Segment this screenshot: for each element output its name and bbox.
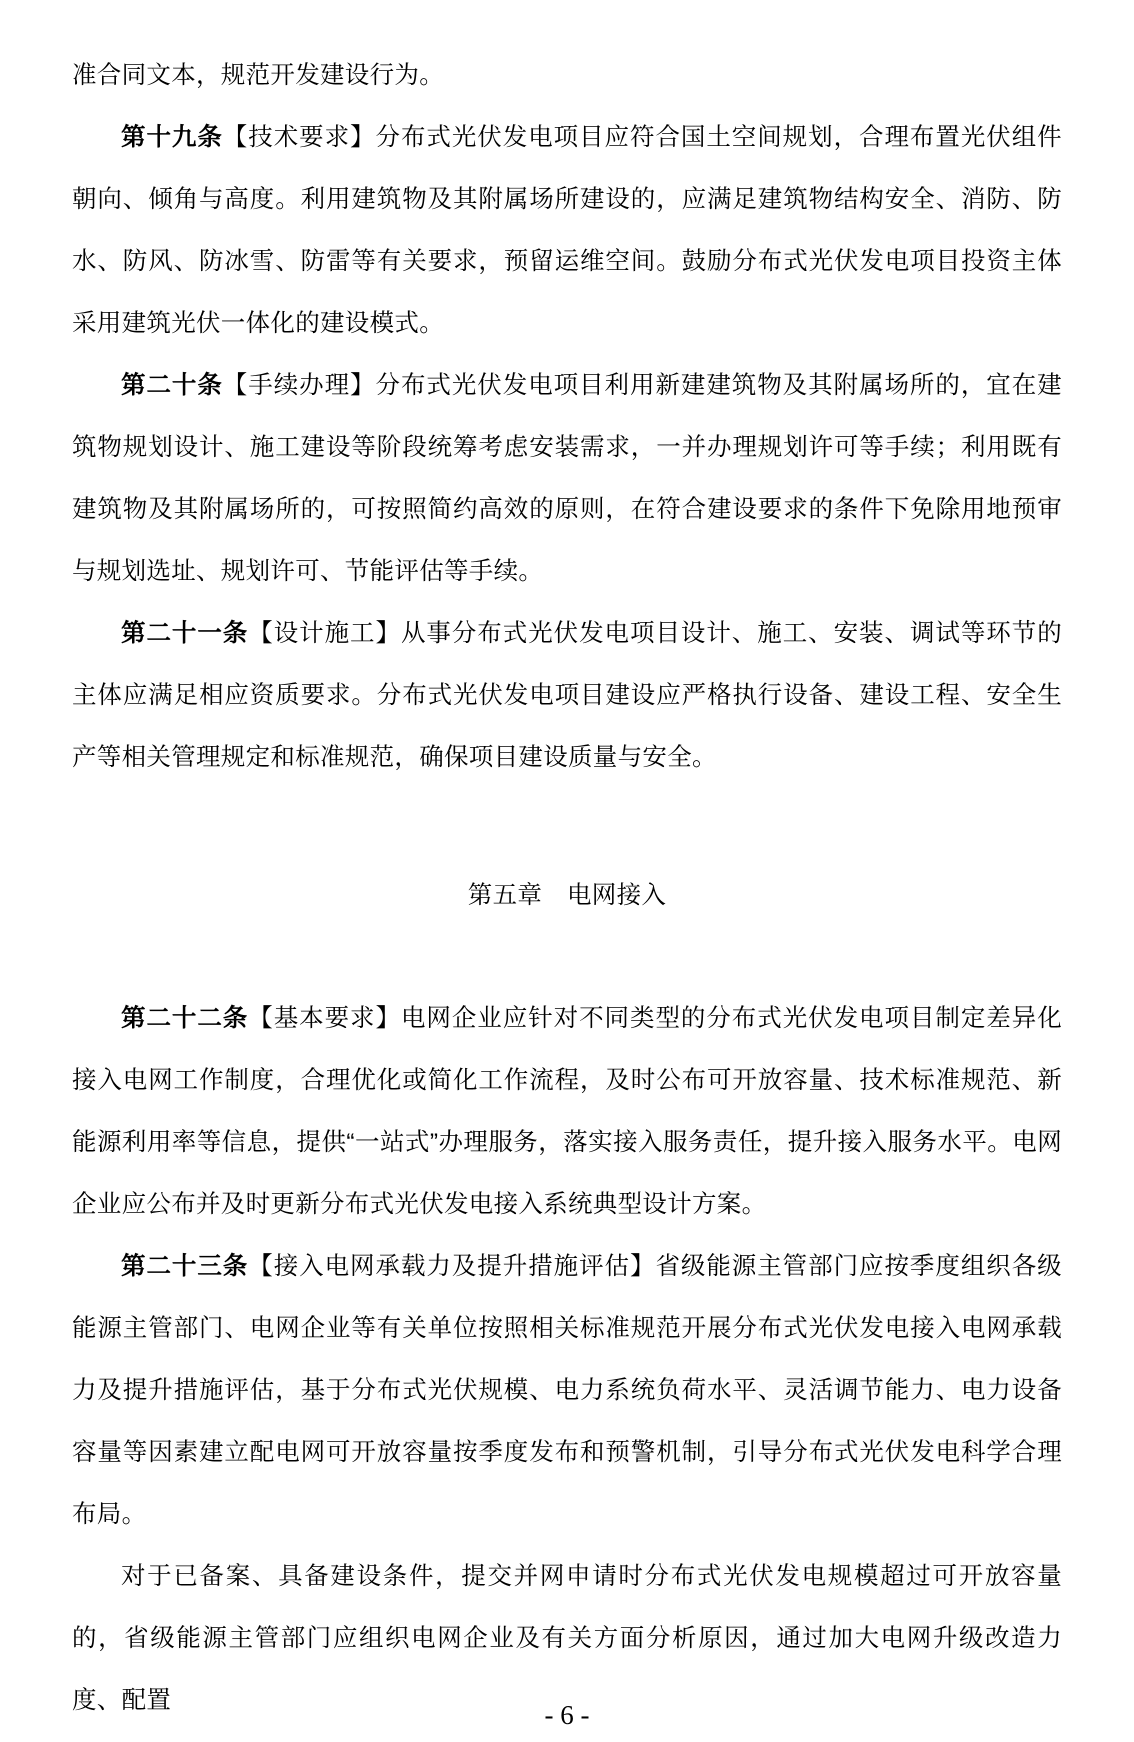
article-number: 第二十三条 — [121, 1253, 249, 1280]
paragraph-text: 分布式光伏发电项目应符合国土空间规划，合理布置光伏组件朝向、倾角与高度。利用建筑物及其附属场所建设的，应满足建筑物结构安全、消防、防水、防风、防冰雪、防雷等有关要求，预留运维空间。鼓励分布式光伏发电项目投资主体采用建筑光伏一体化的建设模式。 — [72, 124, 1062, 337]
article-paragraph — [72, 355, 1062, 603]
paragraph-text: 分布式光伏发电项目利用新建建筑物及其附属场所的，宜在建筑物规划设计、施工建设等阶段统筹考虑安装需求，一并办理规划许可等手续；利用既有建筑物及其附属场所的，可按照简约高效的原则，在符合建设要求的条件下免除用地预审与规划选址、规划许可、节能评估等手续。 — [72, 372, 1062, 585]
article-number: 第二十二条 — [121, 1005, 249, 1032]
article-paragraph — [72, 107, 1062, 355]
article-title: 【接入电网承载力及提升措施评估】 — [248, 1253, 656, 1280]
chapter-heading: 第五章 电网接入 — [467, 882, 667, 909]
article-number: 第二十一条 — [121, 620, 249, 647]
article-title: 【技术要求】 — [222, 124, 376, 151]
article-title: 【手续办理】 — [222, 372, 376, 399]
article-paragraph — [72, 988, 1062, 1236]
article-title: 【基本要求】 — [248, 1005, 401, 1032]
article-title: 【设计施工】 — [248, 620, 401, 647]
article-number: 第十九条 — [121, 124, 223, 151]
paragraph-text: 从事分布式光伏发电项目设计、施工、安装、调试等环节的主体应满足相应资质要求。分布式光伏发电项目建设应严格执行设备、建设工程、安全生产等相关管理规定和标准规范，确保项目建设质量与安全。 — [72, 620, 1062, 771]
paragraph-text: 省级能源主管部门应按季度组织各级能源主管部门、电网企业等有关单位按照相关标准规范开展分布式光伏发电接入电网承载力及提升措施评估，基于分布式光伏规模、电力系统负荷水平、灵活调节能力、电力设备容量等因素建立配电网可开放容量按季度发布和预警机制，引导分布式光伏发电科学合理布局。 — [72, 1253, 1062, 1528]
paragraph-text: 对于已备案、具备建设条件，提交并网申请时分布式光伏发电规模超过可开放容量的，省级能源主管部门应组织电网企业及有关方面分析原因，通过加大电网升级改造力度、配置 — [72, 1563, 1062, 1714]
page-number: - 6 - — [544, 1700, 590, 1730]
article-paragraph — [72, 603, 1062, 789]
paragraph — [72, 45, 1062, 107]
paragraph-text: 准合同文本，规范开发建设行为。 — [72, 62, 444, 89]
article-paragraph — [72, 1236, 1062, 1546]
article-number: 第二十条 — [121, 372, 223, 399]
paragraph-text: 电网企业应针对不同类型的分布式光伏发电项目制定差异化接入电网工作制度，合理优化或简化工作流程，及时公布可开放容量、技术标准规范、新能源利用率等信息，提供“一站式”办理服务，落实接入服务责任，提升接入服务水平。电网企业应公布并及时更新分布式光伏发电接入系统典型设计方案。 — [72, 1005, 1062, 1218]
